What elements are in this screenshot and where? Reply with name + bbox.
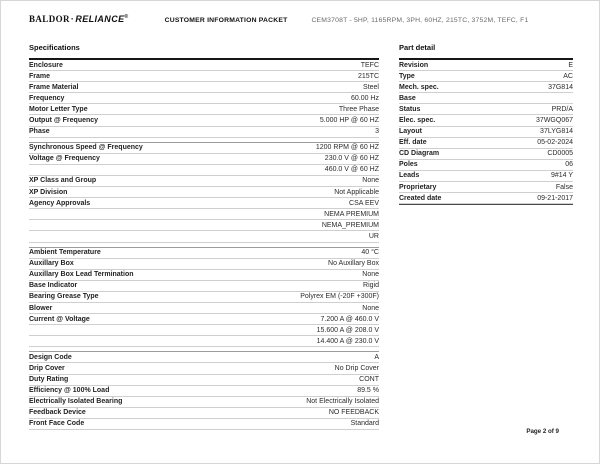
spec-row — [29, 292, 379, 303]
spec-value: 3 — [375, 128, 379, 136]
spec-value: 7.200 A @ 460.0 V — [320, 315, 379, 323]
spec-row — [29, 231, 379, 242]
spec-label: Enclosure — [29, 61, 63, 69]
spec-row — [29, 303, 379, 314]
part-row — [399, 182, 573, 193]
spec-row — [29, 71, 379, 82]
spec-label: Frame — [29, 72, 51, 80]
part-label: Base — [399, 94, 416, 102]
spec-row — [29, 220, 379, 231]
spec-group — [29, 60, 379, 138]
part-value: 9#14 Y — [550, 172, 573, 180]
spec-label: Voltage @ Frequency — [29, 155, 100, 163]
spec-value: CONT — [359, 376, 379, 384]
spec-row — [29, 397, 379, 408]
part-row — [399, 160, 573, 171]
spec-group — [29, 247, 379, 348]
spec-row — [29, 248, 379, 259]
spec-row — [29, 314, 379, 325]
specifications-title: Specifications — [29, 43, 379, 60]
part-label: CD Diagram — [399, 150, 440, 158]
spec-row — [29, 82, 379, 93]
spec-label: Auxillary Box Lead Termination — [29, 271, 134, 279]
part-row — [399, 127, 573, 138]
spec-row — [29, 143, 379, 154]
part-value: PRD/A — [551, 105, 573, 113]
spec-label: XP Class and Group — [29, 177, 97, 185]
brand-separator: · — [70, 14, 75, 24]
spec-value: Rigid — [363, 282, 379, 290]
spec-label: Electrically Isolated Bearing — [29, 398, 123, 406]
specifications-section — [29, 43, 379, 430]
spec-row — [29, 336, 379, 347]
part-value: CD0005 — [547, 150, 573, 158]
product-description: CEM3708T - 5HP, 1165RPM, 3PH, 60HZ, 215TC, 3752M, TEFC, F1 — [311, 17, 529, 24]
spec-value: Not Electrically Isolated — [306, 398, 379, 406]
page-header — [29, 14, 571, 24]
part-value: 37G814 — [548, 83, 573, 91]
part-value: 37LYG814 — [540, 128, 573, 136]
spec-value: Standard — [350, 420, 379, 428]
spec-value: None — [362, 304, 379, 312]
spec-value: 40 °C — [361, 249, 379, 257]
part-value: False — [555, 183, 573, 191]
part-value: 06 — [565, 161, 573, 169]
spec-value: 460.0 V @ 60 HZ — [324, 166, 379, 174]
spec-label: Efficiency @ 100% Load — [29, 387, 110, 395]
part-detail-section — [399, 43, 573, 205]
spec-label: Front Face Code — [29, 420, 85, 428]
spec-row — [29, 386, 379, 397]
part-row — [399, 82, 573, 93]
brand-reliance: RELIANCE — [75, 14, 125, 24]
spec-value: A — [374, 353, 379, 361]
spec-label: XP Division — [29, 188, 68, 196]
part-label: Created date — [399, 194, 442, 202]
part-label: Status — [399, 105, 421, 113]
spec-label: Base Indicator — [29, 282, 78, 290]
spec-row — [29, 60, 379, 71]
spec-value: 215TC — [357, 72, 379, 80]
part-label: Eff. date — [399, 139, 427, 147]
spec-value: Steel — [363, 83, 379, 91]
spec-row — [29, 115, 379, 126]
spec-label: Synchronous Speed @ Frequency — [29, 144, 143, 152]
spec-row — [29, 281, 379, 292]
spec-label: Drip Cover — [29, 364, 65, 372]
spec-label: Bearing Grease Type — [29, 293, 99, 301]
spec-row — [29, 104, 379, 115]
spec-label: Frequency — [29, 94, 65, 102]
spec-row — [29, 375, 379, 386]
spec-label: Output @ Frequency — [29, 117, 99, 125]
part-detail-title: Part detail — [399, 43, 573, 60]
specifications-table — [29, 60, 379, 430]
spec-row — [29, 270, 379, 281]
spec-value: 1200 RPM @ 60 HZ — [315, 144, 379, 152]
spec-row — [29, 187, 379, 198]
part-detail-table — [399, 60, 573, 205]
part-value: AC — [563, 72, 573, 80]
spec-value: NEMA_PREMIUM — [321, 221, 379, 229]
spec-row — [29, 259, 379, 270]
part-row — [399, 138, 573, 149]
part-label: Leads — [399, 172, 420, 180]
spec-label: Blower — [29, 304, 53, 312]
spec-label: Current @ Voltage — [29, 315, 90, 323]
part-label: Elec. spec. — [399, 117, 436, 125]
part-value: 37WGQ067 — [536, 117, 573, 125]
spec-row — [29, 209, 379, 220]
spec-value: No Auxillary Box — [328, 260, 379, 268]
spec-group — [29, 351, 379, 430]
part-row — [399, 149, 573, 160]
spec-label: Motor Letter Type — [29, 105, 88, 113]
registered-mark-icon: ® — [124, 14, 129, 20]
spec-value: UR — [368, 232, 379, 240]
spec-value: No Drip Cover — [334, 364, 379, 372]
spec-label: Design Code — [29, 353, 72, 361]
spec-label: Ambient Temperature — [29, 249, 101, 257]
spec-value: 15.600 A @ 208.0 V — [316, 326, 379, 334]
spec-label: Auxillary Box — [29, 260, 74, 268]
part-label: Type — [399, 72, 415, 80]
spec-value: TEFC — [360, 61, 379, 69]
spec-group — [29, 142, 379, 243]
part-row — [399, 193, 573, 204]
part-value: E — [568, 61, 573, 69]
part-label: Mech. spec. — [399, 83, 439, 91]
spec-value: NEMA PREMIUM — [324, 210, 379, 218]
part-row — [399, 93, 573, 104]
spec-label: Phase — [29, 128, 50, 136]
part-label: Layout — [399, 128, 422, 136]
brand-baldor: BALDOR — [29, 14, 70, 24]
spec-label: Duty Rating — [29, 376, 69, 384]
spec-value: 230.0 V @ 60 HZ — [324, 155, 379, 163]
spec-value: None — [362, 177, 379, 185]
page-number: Page 2 of 9 — [526, 428, 559, 435]
part-row — [399, 171, 573, 182]
part-row — [399, 104, 573, 115]
spec-value: 5.000 HP @ 60 HZ — [319, 117, 379, 125]
spec-row — [29, 154, 379, 165]
part-row — [399, 60, 573, 71]
spec-row — [29, 419, 379, 430]
spec-row — [29, 93, 379, 104]
spec-row — [29, 165, 379, 176]
part-label: Proprietary — [399, 183, 437, 191]
part-label: Revision — [399, 61, 429, 69]
spec-value: 60.00 Hz — [350, 94, 379, 102]
spec-row — [29, 176, 379, 187]
spec-value: Polyrex EM (-20F +300F) — [300, 293, 379, 301]
spec-value: 14.400 A @ 230.0 V — [316, 337, 379, 345]
spec-row — [29, 363, 379, 374]
spec-value: NO FEEDBACK — [328, 409, 379, 417]
spec-label: Agency Approvals — [29, 199, 91, 207]
spec-row — [29, 198, 379, 209]
spec-row — [29, 408, 379, 419]
document-title: CUSTOMER INFORMATION PACKET — [164, 17, 288, 24]
spec-value: Not Applicable — [334, 188, 379, 196]
spec-value: Three Phase — [338, 105, 379, 113]
part-row — [399, 71, 573, 82]
part-value: 09-21-2017 — [537, 194, 573, 202]
spec-label: Frame Material — [29, 83, 79, 91]
part-row — [399, 115, 573, 126]
spec-label: Feedback Device — [29, 409, 86, 417]
brand-logo — [29, 14, 129, 24]
spec-row — [29, 127, 379, 138]
part-value: 05-02-2024 — [537, 139, 573, 147]
spec-value: CSA EEV — [349, 199, 379, 207]
spec-row — [29, 325, 379, 336]
spec-value: None — [362, 271, 379, 279]
spec-value: 89.5 % — [357, 387, 379, 395]
spec-row — [29, 352, 379, 363]
part-label: Poles — [399, 161, 418, 169]
